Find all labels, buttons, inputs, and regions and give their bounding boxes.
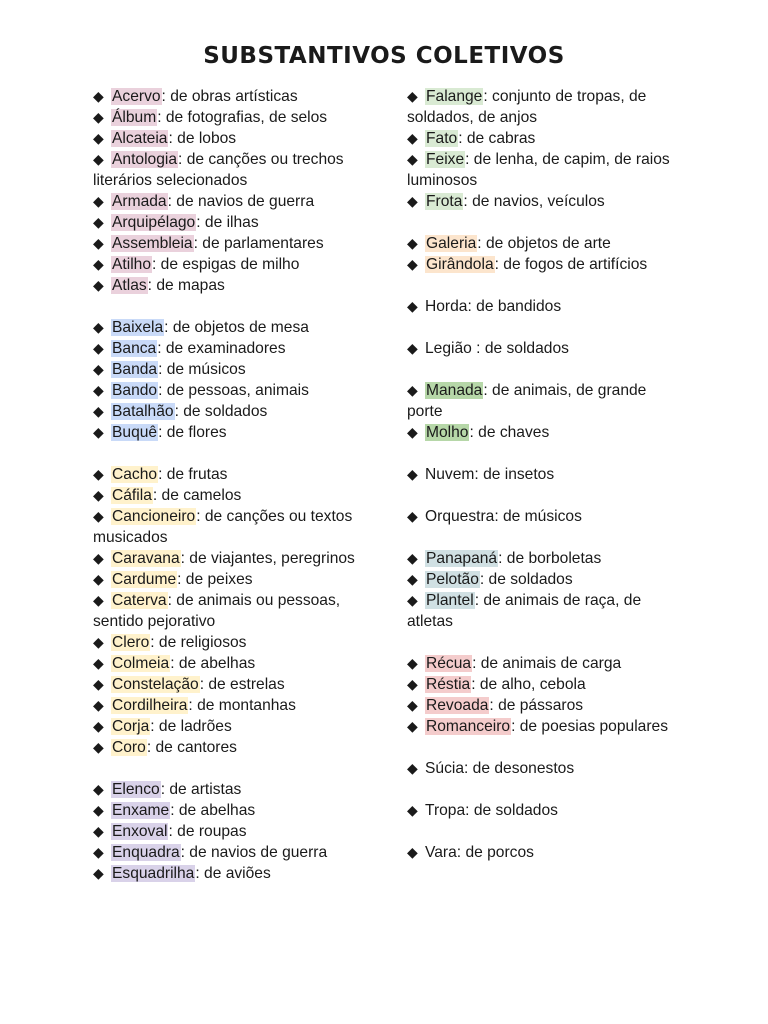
diamond-bullet-icon: ◆ <box>407 655 418 671</box>
term-highlight: Falange <box>426 88 483 105</box>
definition-text: : de desonestos <box>464 760 575 777</box>
term-highlight: Banca <box>112 340 157 357</box>
collective-noun-entry <box>93 380 378 401</box>
section-spacer <box>407 737 675 758</box>
diamond-bullet-icon: ◆ <box>93 676 104 692</box>
definition-text: : de animais de carga <box>472 655 622 672</box>
section-spacer <box>407 527 675 548</box>
definition-text: : de canções ou trechos literários selecionados <box>93 151 344 189</box>
term-highlight: Assembleia <box>112 235 193 252</box>
collective-noun-entry <box>407 233 675 254</box>
term-highlight: Pelotão <box>426 571 479 588</box>
collective-noun-entry <box>407 338 675 359</box>
diamond-bullet-icon: ◆ <box>407 424 418 440</box>
collective-noun-entry <box>93 842 378 863</box>
definition-text: : de camelos <box>152 487 242 504</box>
collective-noun-entry <box>93 191 378 212</box>
collective-noun-entry <box>93 275 378 296</box>
definition-text: : de navios de guerra <box>180 844 328 861</box>
diamond-bullet-icon: ◆ <box>407 256 418 272</box>
definition-text: : de espigas de milho <box>152 256 300 273</box>
definition-text: : de ilhas <box>196 214 259 231</box>
collective-noun-entry <box>93 632 378 653</box>
diamond-bullet-icon: ◆ <box>407 802 418 818</box>
diamond-bullet-icon: ◆ <box>93 550 104 566</box>
definition-text: : de objetos de mesa <box>164 319 309 336</box>
definition-text: : de religiosos <box>150 634 247 651</box>
term-highlight: Constelação <box>112 676 199 693</box>
definition-text: : de aviões <box>195 865 271 882</box>
collective-noun-entry <box>407 590 675 632</box>
term-highlight: Colmeia <box>112 655 170 672</box>
collective-noun-entry <box>93 254 378 275</box>
diamond-bullet-icon: ◆ <box>93 739 104 755</box>
term-highlight: Clero <box>112 634 150 651</box>
definition-text: : de borboletas <box>498 550 602 567</box>
term-highlight: Acervo <box>112 88 161 105</box>
collective-noun-entry <box>407 86 675 128</box>
term-highlight: Cacho <box>112 466 158 483</box>
collective-noun-entry <box>407 800 675 821</box>
collective-noun-entry <box>93 107 378 128</box>
diamond-bullet-icon: ◆ <box>93 571 104 587</box>
term-highlight: Baixela <box>112 319 164 336</box>
definition-text: : de montanhas <box>188 697 296 714</box>
term-highlight: Girândola <box>426 256 494 273</box>
definition-text: : de soldados <box>174 403 268 420</box>
definition-text: : de mapas <box>147 277 225 294</box>
definition-text: : de navios, veículos <box>463 193 605 210</box>
collective-noun-entry <box>407 464 675 485</box>
term-highlight: Romanceiro <box>426 718 511 735</box>
definition-text: : de abelhas <box>170 655 256 672</box>
definition-text: : de viajantes, peregrinos <box>180 550 355 567</box>
definition-text: : de parlamentares <box>193 235 324 252</box>
diamond-bullet-icon: ◆ <box>407 718 418 734</box>
term-highlight: Enquadra <box>112 844 180 861</box>
diamond-bullet-icon: ◆ <box>407 697 418 713</box>
term-highlight: Tropa <box>425 802 466 819</box>
definition-text: : de poesias populares <box>511 718 668 735</box>
definition-text: : de abelhas <box>170 802 256 819</box>
collective-noun-entry <box>93 569 378 590</box>
definition-text: : de artistas <box>160 781 242 798</box>
diamond-bullet-icon: ◆ <box>93 634 104 650</box>
collective-noun-entry <box>93 401 378 422</box>
diamond-bullet-icon: ◆ <box>93 823 104 839</box>
collective-noun-entry <box>407 149 675 191</box>
collective-noun-entry <box>407 191 675 212</box>
collective-noun-entry <box>407 569 675 590</box>
collective-noun-entry <box>93 590 378 632</box>
definition-text: : de ladrões <box>150 718 232 735</box>
section-spacer <box>407 275 675 296</box>
definition-text: : de cabras <box>458 130 536 147</box>
definition-text: : de porcos <box>456 844 534 861</box>
diamond-bullet-icon: ◆ <box>93 403 104 419</box>
definition-text: : de objetos de arte <box>477 235 611 252</box>
term-highlight: Cancioneiro <box>112 508 196 525</box>
term-highlight: Galeria <box>426 235 477 252</box>
collective-noun-entry <box>93 149 378 191</box>
definition-text: : de frutas <box>158 466 228 483</box>
definition-text: : de soldados <box>465 802 558 819</box>
term-highlight: Batalhão <box>112 403 174 420</box>
diamond-bullet-icon: ◆ <box>93 130 104 146</box>
definition-text: : de soldados <box>479 571 573 588</box>
collective-noun-entry <box>93 674 378 695</box>
term-highlight: Álbum <box>112 109 157 126</box>
collective-noun-entry <box>407 506 675 527</box>
term-highlight: Nuvem <box>425 466 475 483</box>
diamond-bullet-icon: ◆ <box>407 193 418 209</box>
page-title: SUBSTANTIVOS COLETIVOS <box>203 43 565 69</box>
section-spacer <box>407 317 675 338</box>
collective-noun-entry <box>93 716 378 737</box>
diamond-bullet-icon: ◆ <box>407 550 418 566</box>
section-spacer <box>93 758 378 779</box>
diamond-bullet-icon: ◆ <box>93 88 104 104</box>
term-highlight: Antologia <box>112 151 178 168</box>
diamond-bullet-icon: ◆ <box>407 382 418 398</box>
definition-text: : de flores <box>158 424 227 441</box>
collective-noun-entry <box>407 380 675 422</box>
term-highlight: Cordilheira <box>112 697 188 714</box>
diamond-bullet-icon: ◆ <box>407 235 418 251</box>
right-column <box>407 86 675 863</box>
section-spacer <box>407 212 675 233</box>
term-highlight: Réstia <box>426 676 471 693</box>
definition-text: : de chaves <box>469 424 550 441</box>
diamond-bullet-icon: ◆ <box>93 697 104 713</box>
diamond-bullet-icon: ◆ <box>407 760 418 776</box>
diamond-bullet-icon: ◆ <box>93 319 104 335</box>
collective-noun-entry <box>93 695 378 716</box>
diamond-bullet-icon: ◆ <box>407 88 418 104</box>
collective-noun-entry <box>93 212 378 233</box>
term-highlight: Elenco <box>112 781 160 798</box>
collective-noun-entry <box>93 863 378 884</box>
diamond-bullet-icon: ◆ <box>93 781 104 797</box>
definition-text: : de examinadores <box>157 340 286 357</box>
collective-noun-entry <box>407 695 675 716</box>
term-highlight: Plantel <box>426 592 474 609</box>
section-spacer <box>407 779 675 800</box>
diamond-bullet-icon: ◆ <box>93 508 104 524</box>
section-spacer <box>407 632 675 653</box>
collective-noun-entry <box>93 800 378 821</box>
collective-noun-entry <box>93 506 378 548</box>
definition-text: : de obras artísticas <box>161 88 298 105</box>
definition-text: : de músicos <box>158 361 246 378</box>
collective-noun-entry <box>93 128 378 149</box>
section-spacer <box>93 443 378 464</box>
term-highlight: Molho <box>426 424 469 441</box>
diamond-bullet-icon: ◆ <box>407 151 418 167</box>
definition-text: : de pessoas, animais <box>158 382 309 399</box>
term-highlight: Corja <box>112 718 150 735</box>
definition-text: : de lobos <box>168 130 237 147</box>
diamond-bullet-icon: ◆ <box>407 508 418 524</box>
term-highlight: Arquipélago <box>112 214 196 231</box>
term-highlight: Enxame <box>112 802 170 819</box>
definition-text: : de animais de raça, de atletas <box>407 592 642 630</box>
definition-text: : de pássaros <box>489 697 584 714</box>
term-highlight: Armada <box>112 193 167 210</box>
term-highlight: Fato <box>426 130 458 147</box>
collective-noun-entry <box>93 653 378 674</box>
collective-noun-entry <box>407 842 675 863</box>
collective-noun-entry <box>407 254 675 275</box>
diamond-bullet-icon: ◆ <box>407 298 418 314</box>
diamond-bullet-icon: ◆ <box>407 466 418 482</box>
collective-noun-entry <box>93 233 378 254</box>
section-spacer <box>407 443 675 464</box>
collective-noun-entry <box>407 653 675 674</box>
diamond-bullet-icon: ◆ <box>407 340 418 356</box>
section-spacer <box>93 296 378 317</box>
definition-text: : de estrelas <box>199 676 285 693</box>
diamond-bullet-icon: ◆ <box>407 571 418 587</box>
term-highlight: Caravana <box>112 550 180 567</box>
definition-text: : de animais ou pessoas, sentido pejorativo <box>93 592 341 630</box>
collective-noun-entry <box>93 485 378 506</box>
definition-text: : de músicos <box>494 508 582 525</box>
collective-noun-entry <box>407 674 675 695</box>
term-highlight: Cáfila <box>112 487 152 504</box>
definition-text: : de alho, cebola <box>471 676 586 693</box>
definition-text: : de peixes <box>177 571 253 588</box>
term-highlight: Coro <box>112 739 146 756</box>
section-spacer <box>407 485 675 506</box>
collective-noun-entry <box>93 422 378 443</box>
collective-noun-entry <box>407 758 675 779</box>
diamond-bullet-icon: ◆ <box>93 487 104 503</box>
term-highlight: Cardume <box>112 571 177 588</box>
diamond-bullet-icon: ◆ <box>407 676 418 692</box>
definition-text: : de lenha, de capim, de raios luminosos <box>407 151 670 189</box>
definition-text: : de soldados <box>471 340 569 357</box>
definition-text: : de navios de guerra <box>167 193 315 210</box>
collective-noun-entry <box>93 548 378 569</box>
term-highlight: Atilho <box>112 256 152 273</box>
diamond-bullet-icon: ◆ <box>93 340 104 356</box>
diamond-bullet-icon: ◆ <box>93 193 104 209</box>
definition-text: : de roupas <box>168 823 247 840</box>
term-highlight: Vara <box>425 844 457 861</box>
diamond-bullet-icon: ◆ <box>93 592 104 608</box>
term-highlight: Enxoval <box>112 823 168 840</box>
section-spacer <box>407 359 675 380</box>
collective-noun-entry <box>93 86 378 107</box>
diamond-bullet-icon: ◆ <box>93 844 104 860</box>
diamond-bullet-icon: ◆ <box>93 466 104 482</box>
diamond-bullet-icon: ◆ <box>93 802 104 818</box>
collective-noun-entry <box>93 464 378 485</box>
collective-noun-entry <box>93 821 378 842</box>
term-highlight: Orquestra <box>425 508 495 525</box>
definition-text: : conjunto de tropas, de soldados, de anjos <box>407 88 647 126</box>
diamond-bullet-icon: ◆ <box>407 130 418 146</box>
diamond-bullet-icon: ◆ <box>93 655 104 671</box>
diamond-bullet-icon: ◆ <box>407 592 418 608</box>
definition-text: : de canções ou textos musicados <box>93 508 353 546</box>
term-highlight: Buquê <box>112 424 158 441</box>
term-highlight: Horda <box>425 298 468 315</box>
term-highlight: Banda <box>112 361 158 378</box>
collective-noun-entry <box>407 548 675 569</box>
left-column <box>93 86 378 884</box>
definition-text: : de fogos de artifícios <box>494 256 648 273</box>
diamond-bullet-icon: ◆ <box>93 256 104 272</box>
term-highlight: Súcia <box>425 760 465 777</box>
collective-noun-entry <box>93 779 378 800</box>
diamond-bullet-icon: ◆ <box>93 865 104 881</box>
term-highlight: Esquadrilha <box>112 865 195 882</box>
term-highlight: Alcateia <box>112 130 168 147</box>
definition-text: : de animais, de grande porte <box>407 382 647 420</box>
term-highlight: Caterva <box>112 592 167 609</box>
term-highlight: Panapaná <box>426 550 498 567</box>
term-highlight: Feixe <box>426 151 465 168</box>
diamond-bullet-icon: ◆ <box>93 235 104 251</box>
term-highlight: Bando <box>112 382 158 399</box>
collective-noun-entry <box>93 317 378 338</box>
term-highlight: Legião <box>425 340 472 357</box>
term-highlight: Récua <box>426 655 472 672</box>
term-highlight: Frota <box>426 193 463 210</box>
diamond-bullet-icon: ◆ <box>93 214 104 230</box>
collective-noun-entry <box>407 128 675 149</box>
collective-noun-entry <box>93 737 378 758</box>
term-highlight: Atlas <box>112 277 147 294</box>
collective-noun-entry <box>93 338 378 359</box>
definition-text: : de insetos <box>474 466 555 483</box>
collective-noun-entry <box>407 296 675 317</box>
diamond-bullet-icon: ◆ <box>93 424 104 440</box>
term-highlight: Revoada <box>426 697 489 714</box>
diamond-bullet-icon: ◆ <box>93 277 104 293</box>
collective-noun-entry <box>407 422 675 443</box>
definition-text: : de bandidos <box>467 298 562 315</box>
diamond-bullet-icon: ◆ <box>93 151 104 167</box>
collective-noun-entry <box>93 359 378 380</box>
definition-text: : de cantores <box>146 739 237 756</box>
collective-noun-entry <box>407 716 675 737</box>
diamond-bullet-icon: ◆ <box>407 844 418 860</box>
definition-text: : de fotografias, de selos <box>157 109 328 126</box>
diamond-bullet-icon: ◆ <box>93 361 104 377</box>
diamond-bullet-icon: ◆ <box>93 382 104 398</box>
term-highlight: Manada <box>426 382 483 399</box>
diamond-bullet-icon: ◆ <box>93 109 104 125</box>
diamond-bullet-icon: ◆ <box>93 718 104 734</box>
section-spacer <box>407 821 675 842</box>
